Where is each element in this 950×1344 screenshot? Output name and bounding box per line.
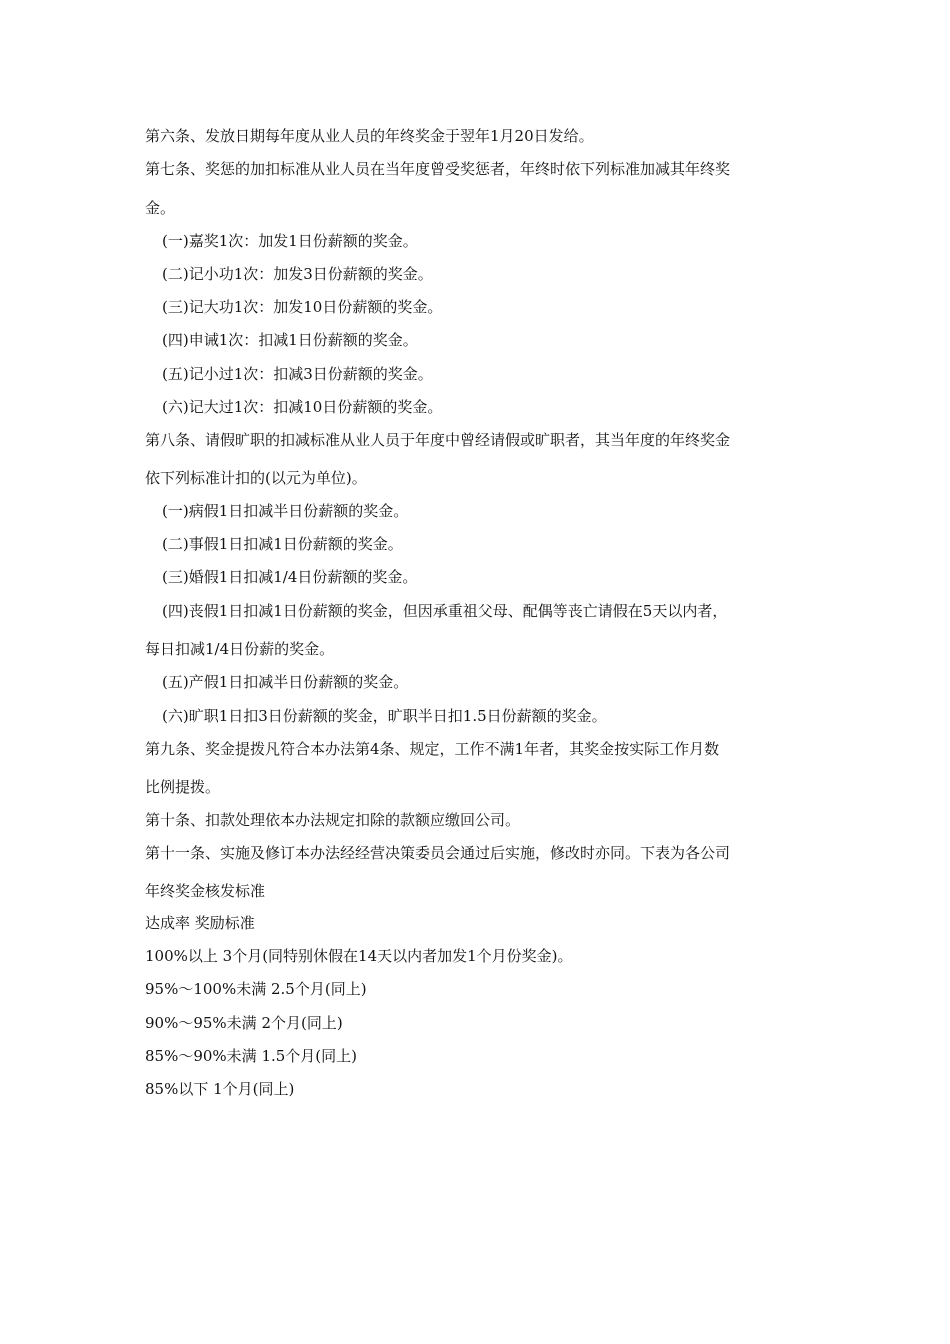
article-8-item-3: (三)婚假1日扣减1/4日份薪额的奖金。 xyxy=(162,568,418,586)
article-8-item-6: (六)旷职1日扣3日份薪额的奖金，旷职半日扣1.5日份薪额的奖金。 xyxy=(162,707,607,725)
article-8-item-2: (二)事假1日扣减1日份薪额的奖金。 xyxy=(162,535,403,553)
article-8-item-1: (一)病假1日扣减半日份薪额的奖金。 xyxy=(162,502,409,520)
article-9-line-2: 比例提拨。 xyxy=(145,778,221,796)
article-7-line-2: 金。 xyxy=(145,199,176,217)
bonus-row-3: 90%～95%未满 2个月(同上) xyxy=(145,1014,343,1032)
article-8-item-4-line-2: 每日扣减1/4日份薪的奖金。 xyxy=(145,640,335,658)
article-7-item-5: (五)记小过1次：扣减3日份薪额的奖金。 xyxy=(162,365,433,383)
bonus-row-1: 100%以上 3个月(同特别休假在14天以内者加发1个月份奖金)。 xyxy=(145,947,573,965)
article-9-line-1: 第九条、奖金提拨凡符合本办法第4条、规定，工作不满1年者，其奖金按实际工作月数 xyxy=(145,740,720,758)
article-7-line-1: 第七条、奖惩的加扣标准从业人员在当年度曾受奖惩者，年终时依下列标准加减其年终奖 xyxy=(145,160,731,178)
article-8-line-2: 依下列标准计扣的(以元为单位)。 xyxy=(145,469,367,487)
article-7-item-1: (一)嘉奖1次：加发1日份薪额的奖金。 xyxy=(162,232,418,250)
article-8-item-4-line-1: (四)丧假1日扣减1日份薪额的奖金，但因承重祖父母、配偶等丧亡请假在5天以内者， xyxy=(162,602,728,620)
bonus-standard-title: 年终奖金核发标准 xyxy=(145,882,266,900)
article-6: 第六条、发放日期每年度从业人员的年终奖金于翌年1月20日发给。 xyxy=(145,127,594,145)
bonus-row-5: 85%以下 1个月(同上) xyxy=(145,1080,295,1098)
article-8-item-5: (五)产假1日扣减半日份薪额的奖金。 xyxy=(162,673,409,691)
article-11: 第十一条、实施及修订本办法经经营决策委员会通过后实施，修改时亦同。下表为各公司 xyxy=(145,844,731,862)
article-8-line-1: 第八条、请假旷职的扣减标准从业人员于年度中曾经请假或旷职者，其当年度的年终奖金 xyxy=(145,431,731,449)
bonus-row-2: 95%～100%未满 2.5个月(同上) xyxy=(145,980,367,998)
article-7-item-6: (六)记大过1次：扣减10日份薪额的奖金。 xyxy=(162,398,443,416)
article-7-item-4: (四)申诫1次：扣减1日份薪额的奖金。 xyxy=(162,331,418,349)
bonus-table-header: 达成率 奖励标准 xyxy=(145,914,255,932)
article-10: 第十条、扣款处理依本办法规定扣除的款额应缴回公司。 xyxy=(145,811,521,829)
article-7-item-3: (三)记大功1次：加发10日份薪额的奖金。 xyxy=(162,298,443,316)
article-7-item-2: (二)记小功1次：加发3日份薪额的奖金。 xyxy=(162,265,433,283)
bonus-row-4: 85%～90%未满 1.5个月(同上) xyxy=(145,1047,358,1065)
